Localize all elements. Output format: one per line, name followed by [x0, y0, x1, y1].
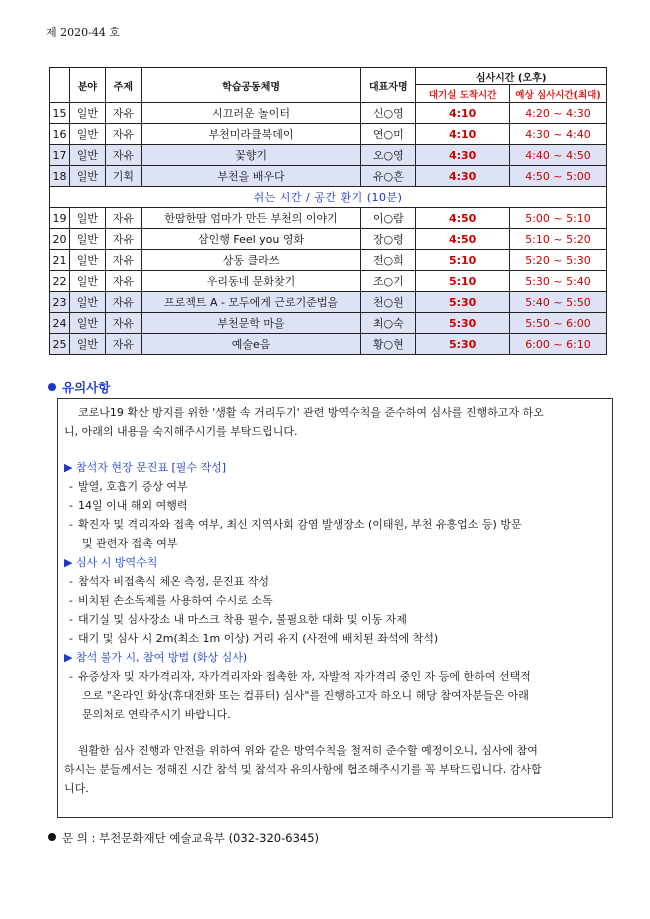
- row-representative: 최○숙: [361, 313, 416, 334]
- row-number: 17: [50, 145, 70, 166]
- row-arrival-time: 5:30: [416, 334, 510, 355]
- notice-intro-2: 니, 아래의 내용을 숙지해주시기를 부탁드립니다.: [64, 425, 298, 438]
- row-representative: 조○기: [361, 271, 416, 292]
- row-community-name: 예술e음: [141, 334, 361, 355]
- row-theme: 자유: [105, 313, 141, 334]
- row-number: 20: [50, 229, 70, 250]
- list-item: - 확진자 및 격리자와 접촉 여부, 최신 지역사회 감염 발생장소 (이태원, 부천 유흥업소 등) 방문: [69, 518, 522, 531]
- row-field: 일반: [69, 145, 105, 166]
- row-estimated-time: 4:50 ~ 5:00: [510, 166, 607, 187]
- row-community-name: 한땀한땀 엄마가 만든 부천의 이야기: [141, 208, 361, 229]
- row-community-name: 부천문학 마을: [141, 313, 361, 334]
- row-theme: 자유: [105, 271, 141, 292]
- row-community-name: 꽃향기: [141, 145, 361, 166]
- table-row: [50, 292, 607, 313]
- row-theme: 자유: [105, 334, 141, 355]
- bullet-dot-icon: [48, 383, 56, 391]
- row-number: 19: [50, 208, 70, 229]
- row-field: 일반: [69, 208, 105, 229]
- review-schedule-table: [49, 67, 607, 355]
- table-row: [50, 166, 607, 187]
- header-community: 학습공동체명: [141, 68, 361, 103]
- row-arrival-time: 4:10: [416, 103, 510, 124]
- row-representative: 천○원: [361, 292, 416, 313]
- table-row: [50, 145, 607, 166]
- row-arrival-time: 5:30: [416, 313, 510, 334]
- row-arrival-time: 4:30: [416, 166, 510, 187]
- row-arrival-time: 5:10: [416, 250, 510, 271]
- row-representative: 이○람: [361, 208, 416, 229]
- row-theme: 자유: [105, 124, 141, 145]
- row-number: 15: [50, 103, 70, 124]
- row-field: 일반: [69, 313, 105, 334]
- header-number: [50, 68, 70, 103]
- row-representative: 오○영: [361, 145, 416, 166]
- section-video-review: ▶ 참석 불가 시, 참여 방법 (화상 심사): [64, 651, 248, 664]
- break-row: 쉬는 시간 / 공간 환기 (10분): [50, 187, 607, 208]
- notice-intro-1: 코로나19 확산 방지를 위한 '생활 속 거리두기' 관련 방역수칙을 준수하여 심사를 진행하고자 하오: [78, 406, 544, 419]
- list-item: - 유증상자 및 자가격리자, 자가격리자와 접촉한 자, 자발적 자가격리 중인 자 등에 한하여 선택적: [69, 670, 531, 683]
- list-item: - 대기 및 심사 시 2m(최소 1m 이상) 거리 유지 (사전에 배치된 좌석에 착석): [69, 632, 439, 645]
- row-number: 24: [50, 313, 70, 334]
- table-row: [50, 313, 607, 334]
- row-estimated-time: 5:40 ~ 5:50: [510, 292, 607, 313]
- row-field: 일반: [69, 250, 105, 271]
- row-estimated-time: 5:20 ~ 5:30: [510, 250, 607, 271]
- table-row: [50, 334, 607, 355]
- row-field: 일반: [69, 292, 105, 313]
- row-theme: 자유: [105, 145, 141, 166]
- list-item: - 참석자 비접촉식 체온 측정, 문진표 작성: [69, 575, 269, 588]
- section-questionnaire: ▶ 참석자 현장 문진표 [필수 작성]: [64, 461, 227, 474]
- row-estimated-time: 5:50 ~ 6:00: [510, 313, 607, 334]
- row-theme: 자유: [105, 250, 141, 271]
- document-number: 제 2020-44 호: [46, 26, 120, 39]
- table-row: [50, 208, 607, 229]
- contact-line: 문 의 : 부천문화재단 예술교육부 (032-320-6345): [48, 830, 319, 846]
- row-number: 16: [50, 124, 70, 145]
- row-theme: 자유: [105, 229, 141, 250]
- row-community-name: 시끄러운 놀이터: [141, 103, 361, 124]
- row-theme: 자유: [105, 103, 141, 124]
- row-theme: 기획: [105, 166, 141, 187]
- row-estimated-time: 5:00 ~ 5:10: [510, 208, 607, 229]
- row-representative: 전○희: [361, 250, 416, 271]
- row-representative: 황○현: [361, 334, 416, 355]
- row-estimated-time: 4:30 ~ 4:40: [510, 124, 607, 145]
- row-field: 일반: [69, 103, 105, 124]
- notice-outro-2: 하시는 분들께서는 정해진 시간 참석 및 참석자 유의사항에 협조해주시기를 꼭 부탁드립니다. 감사합: [64, 763, 542, 776]
- row-number: 18: [50, 166, 70, 187]
- row-arrival-time: 4:10: [416, 124, 510, 145]
- row-arrival-time: 4:30: [416, 145, 510, 166]
- table-row: [50, 124, 607, 145]
- row-field: 일반: [69, 124, 105, 145]
- table-row: [50, 271, 607, 292]
- row-number: 25: [50, 334, 70, 355]
- header-arrival: 대기실 도착시간: [416, 85, 510, 103]
- header-theme: 주제: [105, 68, 141, 103]
- row-community-name: 삼인행 Feel you 영화: [141, 229, 361, 250]
- table-row: [50, 250, 607, 271]
- row-arrival-time: 5:10: [416, 271, 510, 292]
- row-community-name: 상동 클라쓰: [141, 250, 361, 271]
- row-field: 일반: [69, 334, 105, 355]
- row-estimated-time: 5:30 ~ 5:40: [510, 271, 607, 292]
- row-number: 21: [50, 250, 70, 271]
- row-estimated-time: 6:00 ~ 6:10: [510, 334, 607, 355]
- header-review-time: 심사시간 (오후): [416, 68, 607, 85]
- list-item-continued: 으로 "온라인 화상(휴대전화 또는 컴퓨터) 심사"를 진행하고자 하오니 해당 참여자분들은 아래: [82, 689, 529, 702]
- list-item: - 14일 이내 해외 여행력: [69, 499, 188, 512]
- row-representative: 유○흔: [361, 166, 416, 187]
- row-arrival-time: 4:50: [416, 229, 510, 250]
- row-arrival-time: 4:50: [416, 208, 510, 229]
- row-field: 일반: [69, 166, 105, 187]
- header-representative: 대표자명: [361, 68, 416, 103]
- row-representative: 신○영: [361, 103, 416, 124]
- row-community-name: 프로젝트 A - 모두에게 근로기준법을: [141, 292, 361, 313]
- row-field: 일반: [69, 271, 105, 292]
- row-representative: 연○미: [361, 124, 416, 145]
- list-item: - 대기실 및 심사장소 내 마스크 착용 필수, 불필요한 대화 및 이동 자제: [69, 613, 407, 626]
- notice-box: [57, 398, 613, 818]
- row-estimated-time: 5:10 ~ 5:20: [510, 229, 607, 250]
- notice-heading: 유의사항: [48, 378, 110, 396]
- row-theme: 자유: [105, 208, 141, 229]
- row-arrival-time: 5:30: [416, 292, 510, 313]
- notice-outro-1: 원활한 심사 진행과 안전을 위하여 위와 같은 방역수칙을 철저히 준수할 예정이오니, 심사에 참여: [78, 744, 538, 757]
- row-estimated-time: 4:20 ~ 4:30: [510, 103, 607, 124]
- bullet-dot-icon: [48, 833, 56, 841]
- notice-outro-3: 니다.: [64, 782, 89, 795]
- row-theme: 자유: [105, 292, 141, 313]
- header-estimate: 예상 심사시간(최대): [510, 85, 607, 103]
- table-row: [50, 103, 607, 124]
- list-item-continued: 및 관련자 접촉 여부: [82, 537, 178, 550]
- list-item: - 발열, 호흡기 증상 여부: [69, 480, 188, 493]
- table-row: [50, 229, 607, 250]
- header-field: 분야: [69, 68, 105, 103]
- row-community-name: 부천미라클북데이: [141, 124, 361, 145]
- row-number: 22: [50, 271, 70, 292]
- section-quarantine-rules: ▶ 심사 시 방역수칙: [64, 556, 158, 569]
- row-number: 23: [50, 292, 70, 313]
- list-item: - 비치된 손소독제를 사용하여 수시로 소독: [69, 594, 273, 607]
- row-representative: 장○령: [361, 229, 416, 250]
- row-community-name: 부천을 배우다: [141, 166, 361, 187]
- row-field: 일반: [69, 229, 105, 250]
- list-item-continued: 문의처로 연락주시기 바랍니다.: [82, 708, 231, 721]
- row-community-name: 우리동네 문화찾기: [141, 271, 361, 292]
- row-estimated-time: 4:40 ~ 4:50: [510, 145, 607, 166]
